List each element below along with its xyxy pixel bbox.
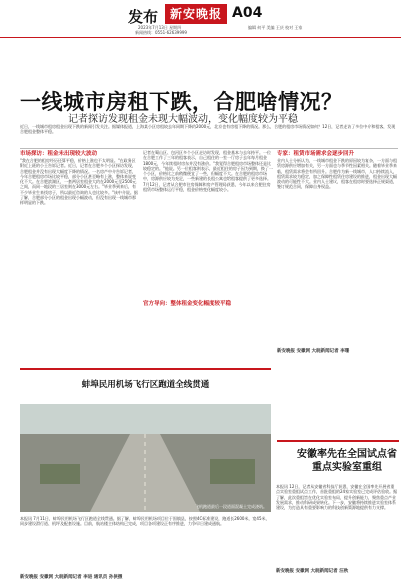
anhui-headline: 安徽率先在全国试点省重点实验室重组 [297,449,397,473]
anhui-byline: 新安晚报 安徽网 大皖新闻记者 汪秋 [276,569,349,574]
article-column-1 [20,150,138,412]
issue-date: 2023年7月13日 星期四 [138,25,182,30]
page-number: A04 [232,5,263,21]
photo-story-rule [20,368,271,370]
divider [20,148,398,149]
newspaper-logo: 新安晚报 [165,4,227,24]
editor-credits: 编辑 何平 美编 王庆 校对 王家 [248,25,303,30]
anhui-article [276,484,398,580]
news-hotline: 新闻热线：0551-62639999 [135,30,187,35]
photo-caption: 本报讯 7月11日，蚌埠民用机场飞行区跑道全线贯通。据了解，蚌埠民用机场项目位于固镇县，按照4C标准建设，跑道长2600米，宽45米，同步建设滑行道、机坪及配套设施。目前，航站楼主体结构已完成，项目各项建设正有序推进，力争早日建成通航。 [20,516,270,527]
airport-runway-photo [20,380,271,512]
anhui-body-text: 本报讯 12日，记者从安徽省科技厅获悉，安徽在全国率先开展省重点实验室重组试点工作，首批重组的24家实验室已完成评估验收。据了解，此次重组旨在优化实验室布局，提升创新能力，聚焦重点产业发展需求，推动科研成果转化。下一步，安徽将持续推进实验室体系建设，为打造具有重要影响力的科技创新策源地提供有力支撑。 [276,484,398,511]
column-1-text: "我在合肥的租房经历还算平稳，价格上涨也不太明显。"在政务区附近上班的小王告诉记者。近日，记者在合肥多个小区探访发现，合肥租金并没有出现大幅度下降的情况。一名房产中介告诉记者，今年合肥租房市场比较平稳，部分小区甚至略有上涨，整体来说变化不大。在合肥滨湖区，一套两居室租金大约在2000元至2500元之间，而同一地段的三居室则在3000元左右。"毕业季到来后，有不少毕业生来找房子，所以最近咨询的人也比较多。"该中介说。据了解，合肥部分小区的租金出现小幅波动，但没有出现一线城市那样明显的下跌。 [20,158,138,206]
masthead-rule [0,37,401,38]
article-column-2 [143,150,273,412]
main-headline: 一线城市房租下跌，合肥啥情况？ [20,89,343,114]
masthead [0,0,401,38]
section-label: 发布 [128,8,159,26]
section-title-market: 市场探访：租金未出现较大波动 [20,151,98,157]
photo-label: 飞机跑道最后一段道面混凝土完成浇筑。 [195,504,267,509]
runway-image [20,404,271,512]
article-column-3 [277,150,399,412]
photo-byline: 新安晚报 安徽网 大皖新闻记者 李进 通讯员 孙侠摄 [20,575,123,580]
column-3-text: 业内人士分析认为，一线城市租金下跌的原因较为复杂，一方面与租赁房源供应增加有关，另一方面也与季节性因素相关。随着毕业季来临，租赁需求将会有所回升。合肥作为新一线城市，人口持续流入，租赁需求较为稳定，加之保障性租赁住房建设的推进，租金出现大幅波动的可能性不大。业内人士建议，租客在租房时要选择正规渠道，签订规范合同，保障自身权益。 [277,158,397,190]
main-subheadline: 记者探访发现租金未现大幅波动，变化幅度较为平稳 [68,114,298,125]
lead-paragraph: 近日，一线城市租房租金出现下跌的新闻引发关注。据媒体报道，上海某小区房租较去年同期下降约2000元，北京也有房租下降的情况。那么，合肥的租房市场情况如何？12日，记者走访了多位中介和租客，发现合肥租金整体平稳。 [20,124,396,135]
section-title-expert: 专家：租赁市场需求会逐步回升 [277,151,355,157]
photo-story-title: 蚌埠民用机场飞行区跑道全线贯通 [81,380,210,390]
anhui-story-rule [277,440,399,442]
main-byline: 新安晚报 安徽网 大皖新闻记者 李珊 [277,349,350,354]
column-2-text: 记者在蜀山区、包河区多个小区走访时发现，租金基本与去年持平。一位在合肥工作了三年的租客表示，自己租住的一室一厅房子去年每月租金1800元，今年续租时房东并没有涨价。"我觉得合肥租房市场整体还是比较稳定的。"他说。另一位租客则表示，最近租住的房子因为到期，换了一个小区，价格比之前稍微便宜了一些，但幅度不大。在合肥的租房市场中，房源供应较为充足，一些新建的长租公寓也给租客提供了更多选择。7月12日，记者从合肥市住房保障和房产管理局获悉，今年以来合肥住房租赁市场整体运行平稳，租金价格变化幅度较小。 [143,150,273,193]
section-title-official: 官方导向：整体租金变化幅度较平稳 [143,301,232,307]
